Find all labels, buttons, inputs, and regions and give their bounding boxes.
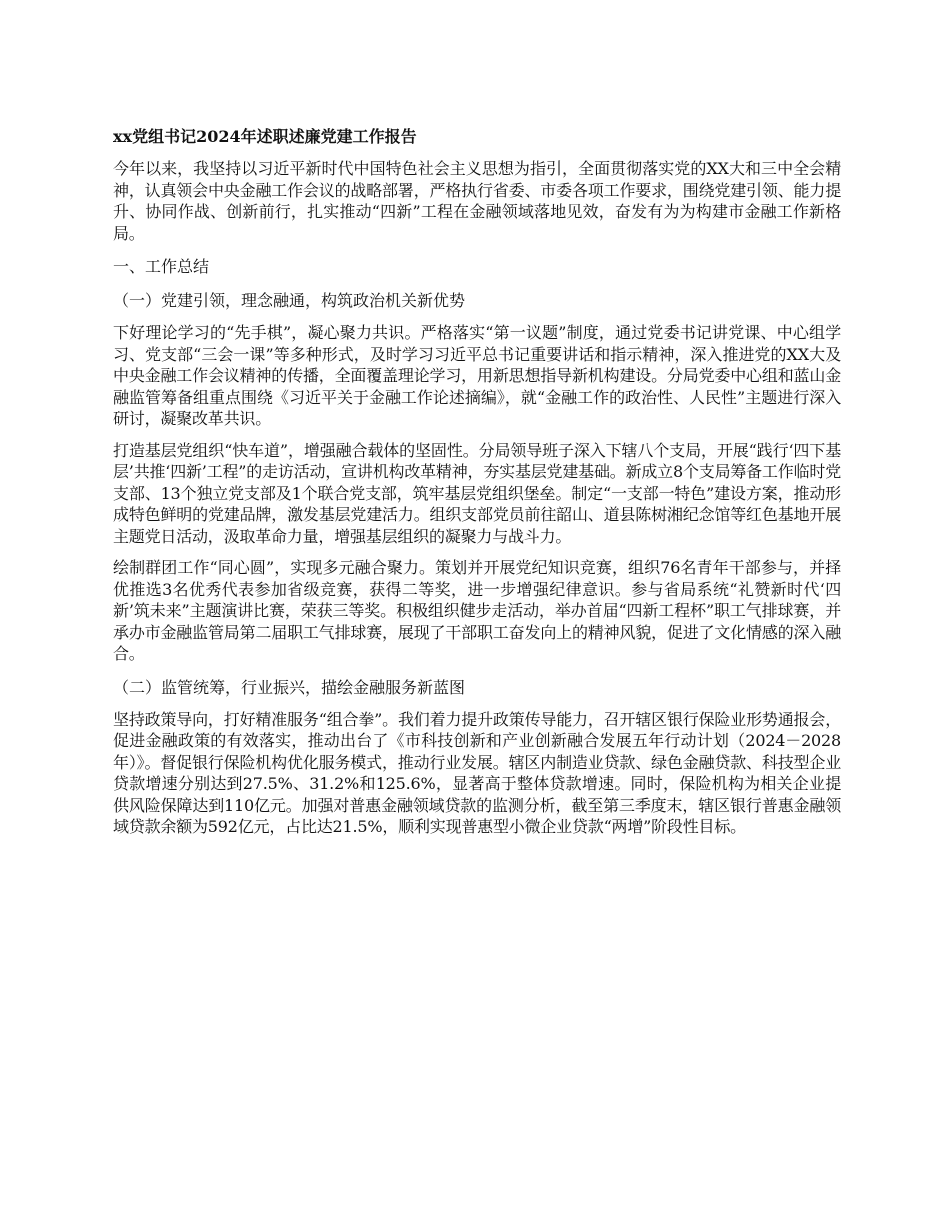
section-heading-work-summary: 一、工作总结 [113,257,210,276]
paragraph-grassroots-organization: 打造基层党组织“快车道”，增强融合载体的坚固性。分局领导班子深入下辖八个支局，开展“践行‘四下基层’共推‘四新’工程”的走访活动，宣讲机构改革精神，夯实基层党建基础。新成立8个支局筹备工作临时党支部、13个独立党支部及1个联合党支部，筑牢基层党组织堡垒。制定“一支部一特色”建设方案，推动形成特色鲜明的党建品牌，激发基层党建活力。组织支部党员前往韶山、道县陈树湘纪念馆等红色基地开展主题党日活动，汲取革命力量，增强基层组织的凝聚力与战斗力。 [113,440,841,546]
subsection-heading-supervision: （二）监管统筹，行业振兴，描绘金融服务新蓝图 [113,677,466,697]
document-title: xx党组书记2024年述职述廉党建工作报告 [113,127,417,146]
paragraph-policy-guidance: 坚持政策导向，打好精准服务“组合拳”。我们着力提升政策传导能力，召开辖区银行保险业形势通报会，促进金融政策的有效落实，推动出台了《市科技创新和产业创新融合发展五年行动计划（2024－2028年）》。督促银行保险机构优化服务模式，推动行业发展。辖区内制造业贷款、绿色金融贷款、科技型企业贷款增速分别达到27.5%、31.2%和125.6%，显著高于整体贷款增速。同时，保险机构为相关企业提供风险保障达到110亿元。加强对普惠金融领域贷款的监测分析，截至第三季度末，辖区银行普惠金融领域贷款余额为592亿元，占比达21.5%，顺利实现普惠型小微企业贷款“两增”阶段性目标。 [113,709,841,836]
document-page [113,124,841,848]
paragraph-theory-study: 下好理论学习的“先手棋”，凝心聚力共识。严格落实“第一议题”制度，通过党委书记讲党课、中心组学习、党支部“三会一课”等多种形式，及时学习习近平总书记重要讲话和指示精神，深入推进党的XX大及中央金融工作会议精神的传播，全面覆盖理论学习，用新思想指导新机构建设。分局党委中心组和蓝山金融监管筹备组重点围绕《习近平关于金融工作论述摘编》，就“金融工作的政治性、人民性”主题进行深入研讨，凝聚改革共识。 [113,323,841,428]
intro-paragraph: 今年以来，我坚持以习近平新时代中国特色社会主义思想为指引，全面贯彻落实党的XX大和三中全会精神，认真领会中央金融工作会议的战略部署，严格执行省委、市委各项工作要求，围绕党建引领、能力提升、协同作战、创新前行，扎实推动“四新”工程在金融领域落地见效，奋发有为为构建市金融工作新格局。 [113,159,841,243]
paragraph-mass-organization: 绘制群团工作“同心圆”，实现多元融合聚力。策划并开展党纪知识竞赛，组织76名青年干部参与，并择优推选3名优秀代表参加省级竞赛，获得二等奖，进一步增强纪律意识。参与省局系统“礼赞新时代‘四新’筑未来”主题演讲比赛，荣获三等奖。积极组织健步走活动，举办首届“四新工程杯”职工气排球赛，并承办市金融监管局第二届职工气排球赛，展现了干部职工奋发向上的精神风貌，促进了文化情感的深入融合。 [113,558,841,663]
subsection-heading-party-building: （一）党建引领，理念融通，构筑政治机关新优势 [113,291,466,310]
